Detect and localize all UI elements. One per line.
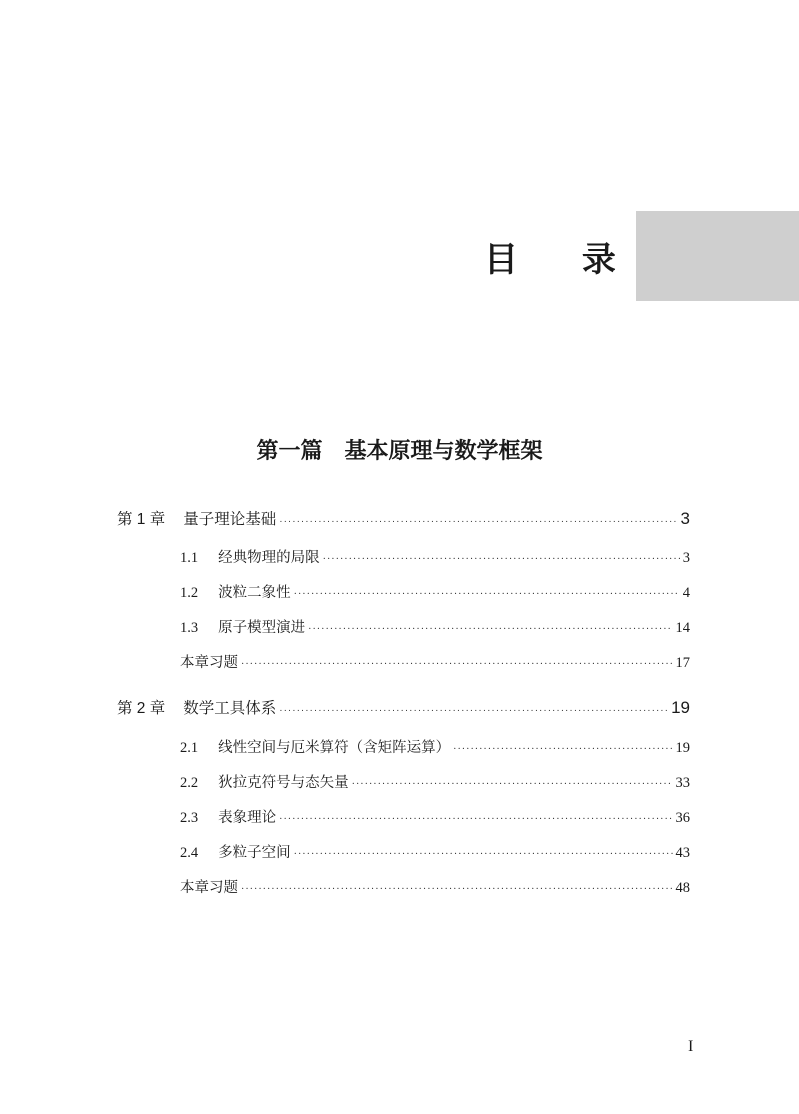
toc-section-1-1[interactable] xyxy=(180,546,690,567)
page-number: 36 xyxy=(675,810,690,826)
dot-leader xyxy=(453,744,672,755)
section-title: 波粒二象性 xyxy=(218,585,291,601)
section-title: 原子模型演进 xyxy=(218,620,306,636)
section-number: 2.2 xyxy=(180,775,199,791)
page-number: 17 xyxy=(675,655,690,671)
toc-section-2-3[interactable] xyxy=(180,806,690,827)
page-number: 19 xyxy=(675,740,690,756)
toc-section-2-2[interactable] xyxy=(180,771,690,792)
section-number: 1.1 xyxy=(180,550,199,566)
toc-chapter-2[interactable] xyxy=(117,696,690,718)
chapter-tab-block xyxy=(636,211,799,301)
section-title: 线性空间与厄米算符（含矩阵运算） xyxy=(218,740,451,756)
section-number: 2.3 xyxy=(180,810,199,826)
dot-leader xyxy=(294,589,680,600)
dot-leader xyxy=(294,849,673,860)
part-title: 第一篇 基本原理与数学框架 xyxy=(256,438,543,464)
dot-leader xyxy=(241,659,673,670)
section-title: 本章习题 xyxy=(180,655,238,671)
page-title: 目 录 xyxy=(484,240,642,280)
section-number: 1.2 xyxy=(180,585,199,601)
page-number: 19 xyxy=(671,698,690,717)
dot-leader xyxy=(279,814,672,825)
section-number: 2.4 xyxy=(180,845,199,861)
section-title: 多粒子空间 xyxy=(218,845,291,861)
toc-exercises-1[interactable] xyxy=(180,651,690,672)
dot-leader xyxy=(308,624,672,635)
dot-leader xyxy=(279,705,668,716)
toc-section-2-1[interactable] xyxy=(180,736,690,757)
chapter-number: 第 1 章 xyxy=(117,511,166,528)
section-number: 2.1 xyxy=(180,740,199,756)
dot-leader xyxy=(241,884,673,895)
folio-page-number: I xyxy=(688,1038,694,1055)
chapter-title: 数学工具体系 xyxy=(183,700,277,717)
dot-leader xyxy=(352,779,673,790)
chapter-title: 量子理论基础 xyxy=(183,511,277,528)
section-number: 1.3 xyxy=(180,620,199,636)
section-title: 表象理论 xyxy=(218,810,277,826)
page-number: 33 xyxy=(675,775,690,791)
toc-exercises-2[interactable] xyxy=(180,876,690,897)
toc-section-1-2[interactable] xyxy=(180,581,690,602)
dot-leader xyxy=(279,516,677,527)
page-number: 3 xyxy=(680,509,690,528)
page-number: 3 xyxy=(682,550,690,566)
page-number: 43 xyxy=(675,845,690,861)
page-number: 48 xyxy=(675,880,690,896)
section-title: 本章习题 xyxy=(180,880,238,896)
toc-chapter-1[interactable] xyxy=(117,507,690,529)
dot-leader xyxy=(323,554,680,565)
page-number: 4 xyxy=(682,585,690,601)
toc-section-2-4[interactable] xyxy=(180,841,690,862)
toc-section-1-3[interactable] xyxy=(180,616,690,637)
chapter-number: 第 2 章 xyxy=(117,700,166,717)
page-number: 14 xyxy=(675,620,690,636)
section-title: 经典物理的局限 xyxy=(218,550,320,566)
section-title: 狄拉克符号与态矢量 xyxy=(218,775,349,791)
